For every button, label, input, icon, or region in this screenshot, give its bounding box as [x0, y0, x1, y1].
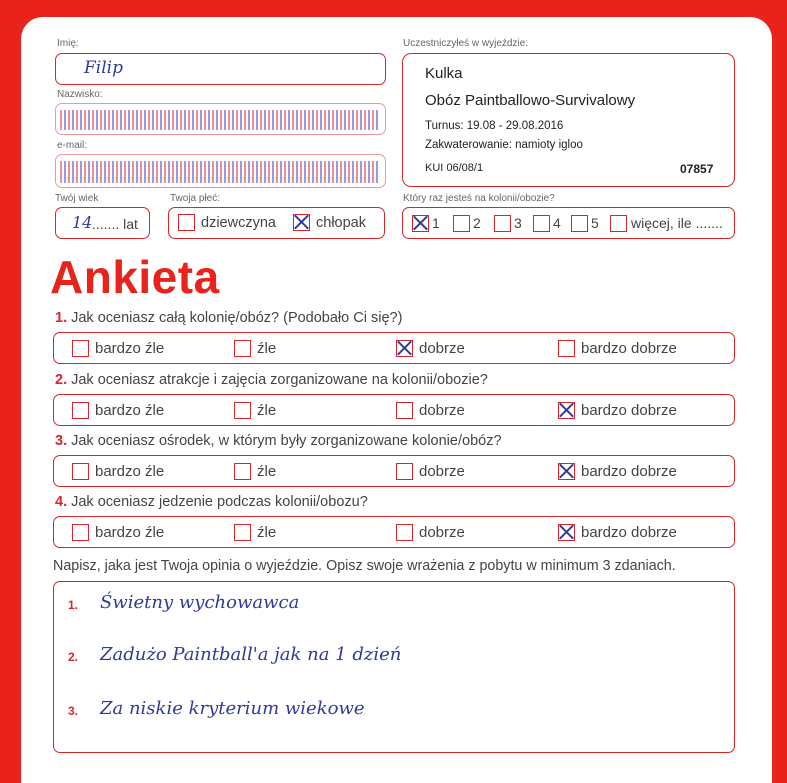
age-field[interactable]	[55, 207, 150, 239]
rating-label: źle	[257, 339, 277, 357]
rating-label: źle	[257, 462, 277, 480]
checkbox-icon[interactable]	[72, 340, 89, 357]
rating-label: bardzo źle	[95, 401, 165, 419]
opinion-prompt: Napisz, jaka jest Twoja opinia o wyjeździe. Opisz swoje wrażenia z pobytu w minimum 3 zdaniach.	[53, 558, 676, 574]
question-label: Jak oceniasz ośrodek, w którym były zorganizowane kolonie/obóz?	[67, 433, 502, 449]
checkbox-checked-icon[interactable]	[412, 215, 429, 232]
rating-option[interactable]	[558, 401, 677, 419]
rating-option[interactable]	[234, 339, 276, 357]
checkbox-icon[interactable]	[72, 524, 89, 541]
rating-option[interactable]	[558, 523, 677, 541]
opinion-line-number: 3.	[68, 704, 79, 718]
checkbox-icon[interactable]	[72, 463, 89, 480]
times-option-3[interactable]: 3	[494, 214, 522, 232]
times-field	[402, 207, 735, 239]
question-label: Jak oceniasz atrakcje i zajęcia zorganizowane na kolonii/obozie?	[67, 372, 488, 388]
times-option-more[interactable]: więcej, ile .......	[610, 214, 723, 232]
trip-card	[402, 53, 735, 187]
question-2-text	[55, 372, 488, 388]
trip-number: 07857	[680, 162, 714, 176]
question-number: 4.	[55, 494, 68, 510]
trip-accommodation: Zakwaterowanie: namioty igloo	[425, 139, 583, 151]
checkbox-checked-icon[interactable]	[293, 214, 310, 231]
email-field[interactable]	[55, 154, 386, 188]
rating-label: źle	[257, 401, 277, 419]
rating-option[interactable]	[234, 401, 276, 419]
question-1-text	[55, 310, 402, 326]
checkbox-checked-icon[interactable]	[396, 340, 413, 357]
question-3-text	[55, 433, 502, 449]
name-field[interactable]	[55, 53, 386, 85]
times-label: Który raz jesteś na kolonii/obozie?	[403, 193, 555, 204]
checkbox-icon[interactable]	[571, 215, 588, 232]
question-label: Jak oceniasz całą kolonię/obóz? (Podobało Ci się?)	[67, 310, 403, 326]
surname-field[interactable]	[55, 103, 386, 135]
checkbox-icon[interactable]	[72, 402, 89, 419]
checkbox-icon[interactable]	[234, 402, 251, 419]
checkbox-icon[interactable]	[494, 215, 511, 232]
gender-field	[168, 207, 385, 239]
rating-option[interactable]	[396, 523, 465, 541]
opinion-line-1: Świetny wychowawca	[100, 592, 300, 613]
rating-label: bardzo dobrze	[581, 462, 677, 480]
checkbox-icon[interactable]	[396, 463, 413, 480]
question-3-options	[53, 455, 735, 487]
opinion-line-3: Za niskie kryterium wiekowe	[100, 698, 365, 719]
gender-option-male[interactable]: chłopak	[293, 214, 366, 231]
camp-name: Obóz Paintballowo-Survivalowy	[425, 92, 636, 109]
checkbox-icon[interactable]	[234, 463, 251, 480]
checkbox-icon[interactable]	[396, 402, 413, 419]
checkbox-icon[interactable]	[610, 215, 627, 232]
rating-option[interactable]	[558, 462, 677, 480]
opinion-line-number: 1.	[68, 598, 79, 612]
question-label: Jak oceniasz jedzenie podczas kolonii/obozu?	[67, 494, 368, 510]
rating-label: dobrze	[419, 401, 465, 419]
trip-name: Kulka	[425, 65, 463, 82]
email-label: e-mail:	[57, 140, 88, 151]
checkbox-icon[interactable]	[234, 340, 251, 357]
rating-label: dobrze	[419, 339, 465, 357]
rating-option[interactable]	[72, 339, 164, 357]
surname-label: Nazwisko:	[57, 89, 103, 100]
rating-label: bardzo źle	[95, 339, 165, 357]
checkbox-checked-icon[interactable]	[558, 402, 575, 419]
rating-option[interactable]	[558, 339, 677, 357]
checkbox-checked-icon[interactable]	[558, 463, 575, 480]
rating-label: dobrze	[419, 523, 465, 541]
rating-option[interactable]	[234, 523, 276, 541]
rating-label: bardzo dobrze	[581, 401, 677, 419]
rating-label: bardzo dobrze	[581, 523, 677, 541]
checkbox-icon[interactable]	[234, 524, 251, 541]
opinion-line-2: Zadużo Paintball'a jak na 1 dzień	[100, 644, 402, 665]
trip-label: Uczestniczyłeś w wyjeździe:	[403, 38, 529, 49]
rating-option[interactable]	[396, 462, 465, 480]
checkbox-icon[interactable]	[453, 215, 470, 232]
trip-code: KUI 06/08/1	[425, 162, 484, 174]
question-number: 2.	[55, 372, 68, 388]
question-4-options	[53, 516, 735, 548]
times-option-4[interactable]: 4	[533, 214, 561, 232]
name-label: Imię:	[57, 38, 79, 49]
rating-option[interactable]	[234, 462, 276, 480]
name-value: Filip	[84, 58, 123, 78]
rating-option[interactable]	[396, 339, 465, 357]
question-1-options	[53, 332, 735, 364]
question-2-options	[53, 394, 735, 426]
rating-option[interactable]	[396, 401, 465, 419]
survey-title: Ankieta	[50, 251, 220, 303]
age-label: Twój wiek	[55, 193, 99, 204]
question-4-text	[55, 494, 368, 510]
times-option-1[interactable]: 1	[412, 214, 440, 232]
times-option-5[interactable]: 5	[571, 214, 599, 232]
checkbox-icon[interactable]	[396, 524, 413, 541]
gender-label: Twoja płeć:	[170, 193, 221, 204]
rating-label: źle	[257, 523, 277, 541]
rating-label: dobrze	[419, 462, 465, 480]
checkbox-icon[interactable]	[178, 214, 195, 231]
rating-label: bardzo źle	[95, 523, 165, 541]
checkbox-icon[interactable]	[533, 215, 550, 232]
rating-label: bardzo dobrze	[581, 339, 677, 357]
rating-option[interactable]	[72, 523, 164, 541]
rating-option[interactable]	[72, 401, 164, 419]
question-number: 1.	[55, 310, 68, 326]
redaction-mark	[60, 110, 380, 130]
opinion-line-number: 2.	[68, 650, 79, 664]
trip-turnus: Turnus: 19.08 - 29.08.2016	[425, 120, 564, 132]
times-option-2[interactable]: 2	[453, 214, 481, 232]
rating-label: bardzo źle	[95, 462, 165, 480]
redaction-mark	[60, 161, 380, 183]
checkbox-icon[interactable]	[558, 340, 575, 357]
checkbox-checked-icon[interactable]	[558, 524, 575, 541]
rating-option[interactable]	[72, 462, 164, 480]
opinion-textarea[interactable]	[53, 581, 735, 753]
age-suffix: ....... lat	[92, 216, 138, 232]
age-value: 14	[72, 213, 93, 232]
gender-option-female[interactable]: dziewczyna	[178, 214, 276, 231]
question-number: 3.	[55, 433, 68, 449]
